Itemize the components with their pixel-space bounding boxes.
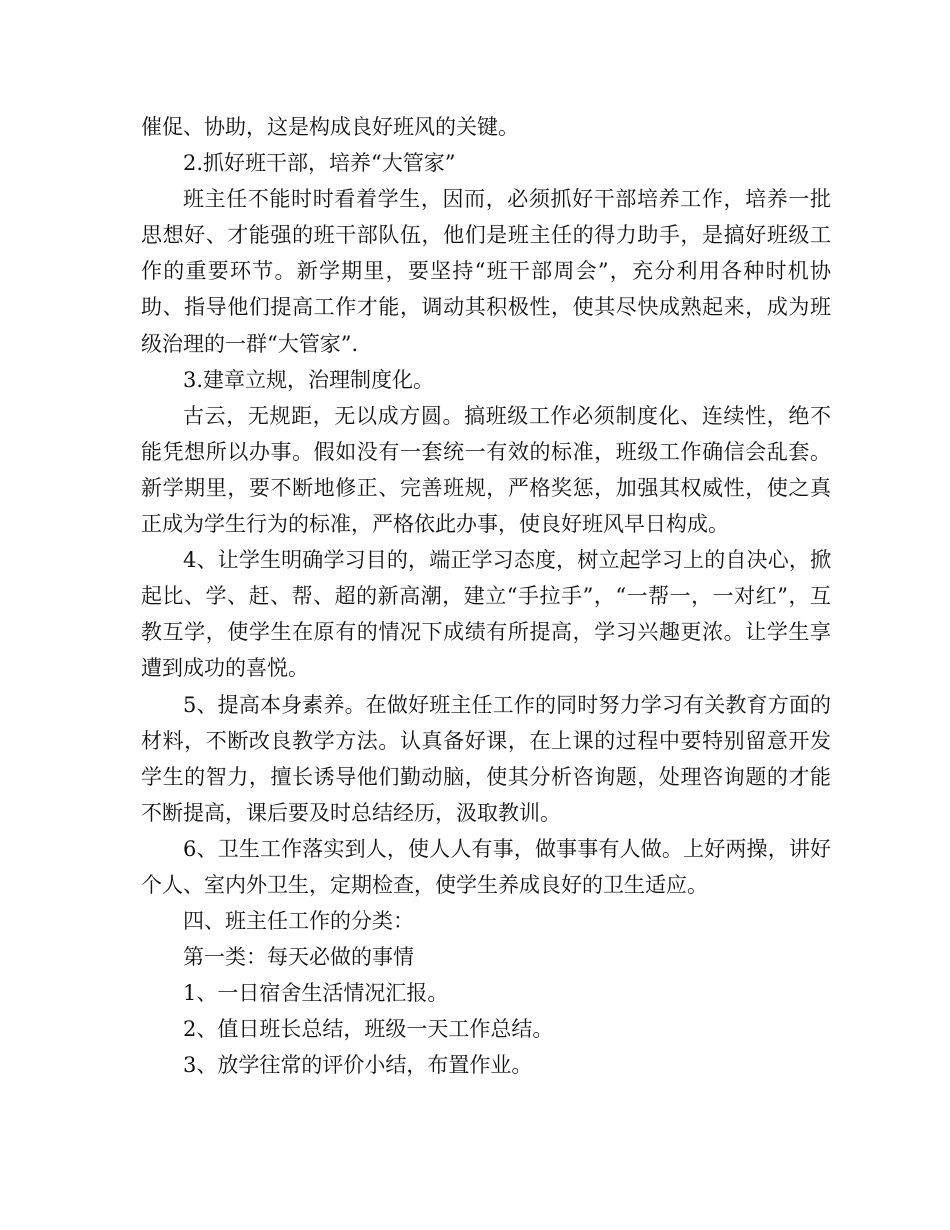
paragraph-continuation: 催促、协助，这是构成良好班风的关键。 [141, 115, 519, 139]
heading-rules: 3.建章立规，治理制度化。 [183, 367, 435, 392]
paragraph-class-cadres: 班主任不能时时看着学生，因而，必须抓好干部培养工作，培养一批思想好、才能强的班干部队伍，他们是班主任的得力助手，是搞好班级工作的重要环节。新学期里，要坚持“班干部周会”，充分利用各种时机协助、指导他们提高工作才能，调动其积极性，使其尽快成熟起来，成为班级治理的一群“大管家”. [141, 187, 831, 356]
list-item-dorm-report: 1、一日宿舍生活情况汇报。 [183, 981, 449, 1006]
heading-class-cadres: 2.抓好班干部，培养“大管家” [183, 151, 456, 176]
list-item-daily-summary: 2、值日班长总结，班级一天工作总结。 [183, 1017, 554, 1042]
paragraph-study-goals: 4、让学生明确学习目的，端正学习态度，树立起学习上的自决心，掀起比、学、赶、帮、超的新高潮，建立“手拉手”，“一帮一，一对红”，互教互学，使学生在原有的情况下成绩有所提高，学习兴趣更浓。让学生享遭到成功的喜悦。 [141, 548, 831, 681]
heading-work-categories: 四、班主任工作的分类： [183, 909, 414, 934]
paragraph-rules: 古云，无规距，无以成方圆。搞班级工作必须制度化、连续性，绝不能凭想所以办事。假如没有一套统一有效的标准，班级工作确信会乱套。新学期里，要不断地修正、完善班规，严格奖惩，加强其权威性，使之真正成为学生行为的标准，严格依此办事，使良好班风早日构成。 [141, 403, 831, 537]
paragraph-hygiene: 6、卫生工作落实到人，使人人有事，做事事有人做。上好两操，讲好个人、室内外卫生，定期检查，使学生养成良好的卫生适应。 [141, 836, 831, 897]
document-body [141, 109, 831, 1084]
subheading-daily-tasks: 第一类：每天必做的事情 [183, 945, 414, 970]
paragraph-self-improvement: 5、提高本身素养。在做好班主任工作的同时努力学习有关教育方面的材料，不断改良教学方法。认真备好课，在上课的过程中要特别留意开发学生的智力，擅长诱导他们勤动脑，使其分析咨询题，处理咨询题的才能不断提高，课后要及时总结经历，汲取教训。 [141, 692, 831, 825]
list-item-homework: 3、放学往常的评价小结，布置作业。 [183, 1053, 533, 1078]
